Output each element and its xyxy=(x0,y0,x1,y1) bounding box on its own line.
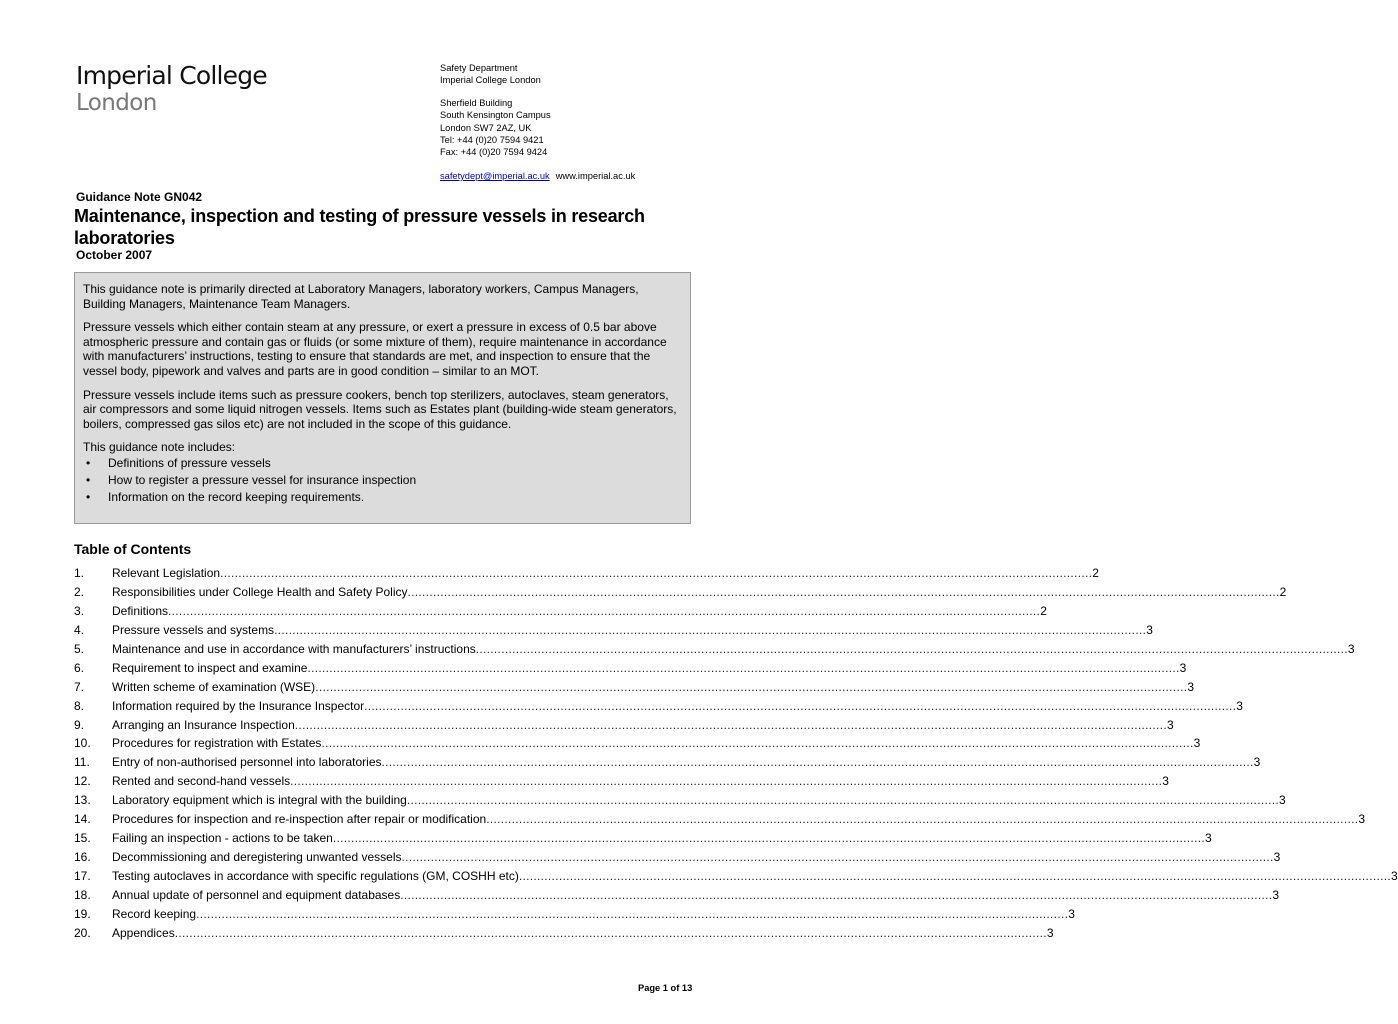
toc-entry-title: Record keeping xyxy=(112,906,197,921)
department-name: Safety Department xyxy=(440,63,518,73)
address-line-2: South Kensington Campus xyxy=(440,110,551,121)
toc-leader-dots: ................................................................................................................................................................................................................................................ xyxy=(294,717,1167,732)
toc-leader-dots: ................................................................................................................................................................................................................................................ xyxy=(406,793,1279,808)
toc-leader-dots: ................................................................................................................................................................................................................................................ xyxy=(220,566,1093,580)
toc-entry-page: 3 xyxy=(1391,869,1398,883)
bullet-icon: • xyxy=(86,489,91,504)
toc-entry-title: Decommissioning and deregistering unwanted vessels xyxy=(112,850,402,865)
toc-entry[interactable] xyxy=(74,678,1195,697)
toc-entry[interactable] xyxy=(74,867,1398,886)
toc-entry-page: 3 xyxy=(1236,698,1243,713)
toc-entry-number: 19. xyxy=(74,906,91,921)
toc-entry-title: Pressure vessels and systems xyxy=(112,622,275,637)
toc-entry-page: 3 xyxy=(1204,831,1212,846)
toc-entry[interactable] xyxy=(74,734,1201,753)
includes-intro: This guidance note includes: xyxy=(83,440,236,455)
toc-entry-title: Laboratory equipment which is integral with the building xyxy=(112,793,407,808)
toc-entry-title: Procedures for inspection and re-inspection after repair or modification xyxy=(112,812,487,827)
logo-text-line2: London xyxy=(76,90,157,116)
toc-entry-page: 2 xyxy=(1040,603,1047,618)
toc-entry[interactable] xyxy=(74,583,1287,602)
toc-entry-page: 3 xyxy=(1253,755,1261,770)
contact-block xyxy=(440,62,635,182)
toc-entry-page: 3 xyxy=(1068,906,1075,921)
toc-entry-title: Relevant Legislation xyxy=(112,566,221,580)
toc-entry-number: 18. xyxy=(74,887,91,902)
toc-entry[interactable] xyxy=(74,564,1099,583)
toc-leader-dots: ................................................................................................................................................................................................................................................ xyxy=(401,850,1274,865)
toc-entry-page: 3 xyxy=(1273,850,1281,865)
toc-entry-title: Responsibilities under College Health and Safety Policy xyxy=(112,584,408,599)
toc-entry[interactable] xyxy=(74,886,1280,905)
summary-paragraph-2: Pressure vessels which either contain steam at any pressure, or exert a pressure in excess of 0.5 bar above atmospheric pressure and contain gas or fluids (or some mixture of them), require maintenance in accordance with manufacturers’ instructions, testing to ensure that standards are met, and inspection to ensure that the vessel body, pipework and valves and parts are in good condition – similar to an MOT. xyxy=(83,320,667,378)
document-title: Maintenance, inspection and testing of pressure vessels in research laboratories xyxy=(74,206,645,248)
toc-leader-dots: ................................................................................................................................................................................................................................................ xyxy=(274,622,1147,637)
toc-entry-page: 3 xyxy=(1187,679,1195,694)
toc-entry-number: 17. xyxy=(74,869,91,883)
address-line-3: London SW7 2AZ, UK xyxy=(440,122,532,133)
toc-entry-title: Rented and second-hand vessels xyxy=(112,774,291,789)
bullet-icon: • xyxy=(86,455,91,470)
toc-entry[interactable] xyxy=(74,829,1212,848)
toc-entry-title: Definitions xyxy=(112,603,169,618)
toc-entry-page: 3 xyxy=(1358,812,1366,827)
toc-entry-page: 3 xyxy=(1272,887,1280,902)
toc-entry-page: 2 xyxy=(1092,566,1099,580)
toc-entry-title: Testing autoclaves in accordance with specific regulations (GM, COSHH etc) xyxy=(112,869,519,883)
toc-entry-page: 2 xyxy=(1279,584,1287,599)
toc-leader-dots: ................................................................................................................................................................................................................................................ xyxy=(196,906,1069,921)
toc-entry-number: 2. xyxy=(74,584,85,599)
toc-entry-title: Maintenance and use in accordance with manufacturers’ instructions xyxy=(112,641,476,656)
includes-item: • Definitions of pressure vessels xyxy=(86,455,271,470)
includes-list xyxy=(83,455,680,506)
toc-entry[interactable] xyxy=(74,621,1153,640)
toc-entry-number: 7. xyxy=(74,679,85,694)
toc-entry-number: 9. xyxy=(74,717,85,732)
summary-box xyxy=(74,272,691,524)
toc-entry-page: 3 xyxy=(1162,774,1169,789)
toc-entry[interactable] xyxy=(74,905,1075,924)
toc-entry[interactable] xyxy=(74,697,1243,716)
bullet-icon: • xyxy=(86,472,91,487)
toc-entry-number: 10. xyxy=(74,736,91,751)
imperial-college-logo xyxy=(76,62,267,116)
toc-entry-number: 3. xyxy=(74,603,85,618)
toc-entry-page: 3 xyxy=(1146,622,1153,637)
toc-entry-page: 3 xyxy=(1179,660,1187,675)
toc-entry[interactable] xyxy=(74,848,1281,867)
toc-leader-dots: ................................................................................................................................................................................................................................................ xyxy=(407,584,1280,599)
toc-entry[interactable] xyxy=(74,924,1054,943)
toc-entry[interactable] xyxy=(74,602,1047,621)
toc-leader-dots: ................................................................................................................................................................................................................................................ xyxy=(475,641,1348,656)
toc-leader-dots: ................................................................................................................................................................................................................................................ xyxy=(290,774,1163,789)
telephone: Tel: +44 (0)20 7594 9421 xyxy=(440,135,544,146)
toc-entry[interactable] xyxy=(74,640,1355,659)
fax: Fax: +44 (0)20 7594 9424 xyxy=(440,147,548,158)
toc-entry-number: 11. xyxy=(74,755,90,770)
toc-leader-dots: ................................................................................................................................................................................................................................................ xyxy=(315,679,1188,694)
toc-entry-title: Information required by the Insurance Inspector xyxy=(112,698,365,713)
toc-leader-dots: ................................................................................................................................................................................................................................................ xyxy=(400,887,1273,902)
toc-entry-page: 3 xyxy=(1166,717,1174,732)
toc-entry[interactable] xyxy=(74,753,1261,772)
toc-entry-number: 5. xyxy=(74,641,85,656)
toc-entry-page: 3 xyxy=(1046,925,1054,940)
guidance-note-number: Guidance Note GN042 xyxy=(76,190,203,204)
toc-leader-dots: ................................................................................................................................................................................................................................................ xyxy=(321,736,1194,751)
toc-entry-title: Written scheme of examination (WSE) xyxy=(112,679,316,694)
email-link[interactable]: safetydept@imperial.ac.uk xyxy=(440,170,550,181)
toc-entry-title: Entry of non-authorised personnel into laboratories xyxy=(112,755,382,770)
toc-leader-dots: ................................................................................................................................................................................................................................................ xyxy=(174,925,1047,940)
toc-leader-dots: ................................................................................................................................................................................................................................................ xyxy=(518,869,1391,883)
toc-entry-number: 14. xyxy=(74,812,91,827)
toc-leader-dots: ................................................................................................................................................................................................................................................ xyxy=(168,603,1041,618)
toc-entry-number: 20. xyxy=(74,925,91,940)
toc-leader-dots: ................................................................................................................................................................................................................................................ xyxy=(486,812,1359,827)
summary-paragraph-3: Pressure vessels include items such as pressure cookers, bench top sterilizers, autoclaves, steam generators, air compressors and some liquid nitrogen vessels. Items such as Estates plant (building-wide steam generators, boilers, compressed gas silos etc) are not included in the scope of this guidance. xyxy=(83,387,677,431)
toc-entry-number: 4. xyxy=(74,622,85,637)
toc-entry-page: 3 xyxy=(1193,736,1201,751)
toc-entry[interactable] xyxy=(74,716,1174,735)
table-of-contents xyxy=(74,564,1398,943)
document-date: October 2007 xyxy=(76,248,153,262)
toc-entry-number: 16. xyxy=(74,850,91,865)
toc-entry-title: Failing an inspection - actions to be taken xyxy=(112,831,333,846)
toc-entry-number: 13. xyxy=(74,793,91,808)
page-number: Page 1 of 13 xyxy=(638,983,693,993)
toc-entry[interactable] xyxy=(74,791,1286,810)
toc-entry-number: 6. xyxy=(74,660,85,675)
logo-text-line1: Imperial College xyxy=(76,61,267,90)
website: www.imperial.ac.uk xyxy=(555,170,636,181)
toc-entry-page: 3 xyxy=(1279,793,1286,808)
toc-leader-dots: ................................................................................................................................................................................................................................................ xyxy=(364,698,1237,713)
summary-paragraph-1: This guidance note is primarily directed at Laboratory Managers, laboratory workers, Campus Managers, Building Managers, Maintenance Team Managers. xyxy=(83,282,639,311)
toc-leader-dots: ................................................................................................................................................................................................................................................ xyxy=(381,755,1254,770)
toc-leader-dots: ................................................................................................................................................................................................................................................ xyxy=(307,660,1180,675)
toc-entry[interactable] xyxy=(74,772,1169,791)
toc-leader-dots: ................................................................................................................................................................................................................................................ xyxy=(332,831,1205,846)
toc-entry[interactable] xyxy=(74,659,1187,678)
toc-entry-number: 12. xyxy=(74,774,91,789)
toc-entry-number: 1. xyxy=(74,566,85,580)
toc-entry[interactable] xyxy=(74,810,1366,829)
address-line-1: Sherfield Building xyxy=(440,97,513,108)
toc-entry-number: 15. xyxy=(74,831,91,846)
includes-item: • Information on the record keeping requirements. xyxy=(86,489,365,504)
toc-heading: Table of Contents xyxy=(74,541,192,557)
toc-entry-title: Annual update of personnel and equipment databases xyxy=(112,887,401,902)
toc-entry-title: Appendices xyxy=(112,925,175,940)
toc-entry-title: Arranging an Insurance Inspection xyxy=(112,717,295,732)
includes-item: • How to register a pressure vessel for insurance inspection xyxy=(86,472,417,487)
toc-entry-title: Procedures for registration with Estates xyxy=(112,736,322,751)
institution-name: Imperial College London xyxy=(440,75,541,86)
toc-entry-number: 8. xyxy=(74,698,85,713)
toc-entry-page: 3 xyxy=(1347,641,1355,656)
toc-entry-title: Requirement to inspect and examine xyxy=(112,660,308,675)
